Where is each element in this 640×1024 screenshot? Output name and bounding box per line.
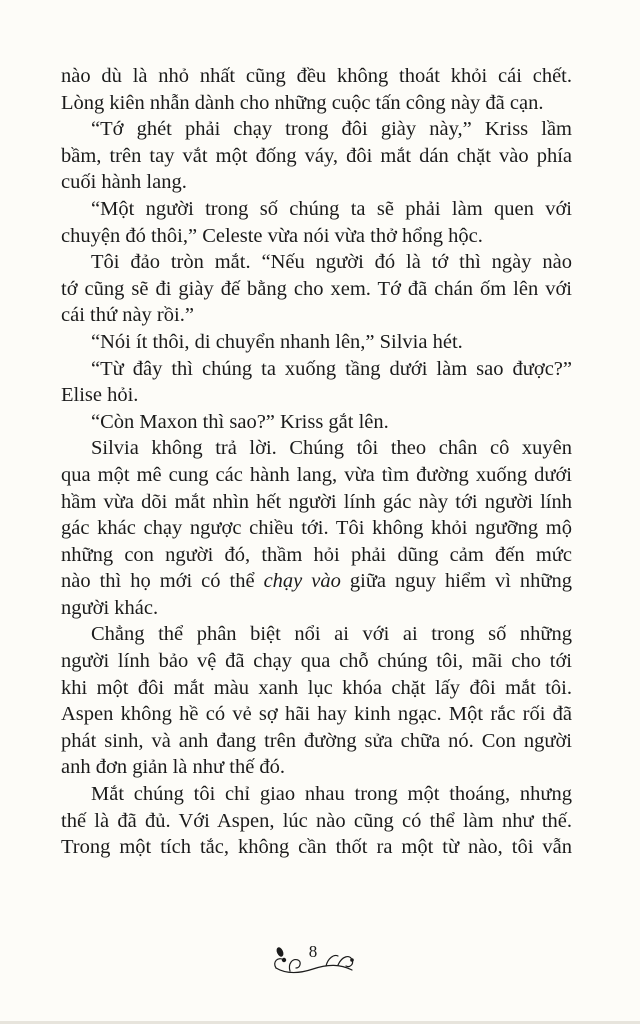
text-line: cuối hành lang. xyxy=(61,171,187,194)
page-number: 8 xyxy=(308,942,318,961)
text-line: thế là đã đủ. Với Aspen, lúc nào cũng có thể làm như thế. xyxy=(61,809,572,832)
text-line-mixed xyxy=(61,568,572,595)
text-line: chuyện đó thôi,” Celeste vừa nói vừa thở hổng hộc. xyxy=(61,224,483,247)
body-text xyxy=(61,63,572,861)
page-folio xyxy=(268,938,358,984)
text-line: “Từ đây thì chúng ta xuống tầng dưới làm sao được?” xyxy=(91,357,572,380)
text-line: Trong một tích tắc, không cần thốt ra một từ nào, tôi vẫn xyxy=(61,836,572,859)
text-segment: giữa nguy hiểm vì những xyxy=(349,570,573,593)
text-line: người khác. xyxy=(61,596,159,619)
text-line: hầm vừa dõi mắt nhìn hết người lính gác này tới người lính xyxy=(61,490,572,513)
text-line: Aspen không hề có vẻ sợ hãi hay kinh ngạc. Một rắc rối đã xyxy=(61,703,572,726)
text-line: gác khác chạy ngược chiều tới. Tôi không khỏi ngưỡng mộ xyxy=(61,517,572,540)
text-line: anh đơn giản là như thế đó. xyxy=(61,756,286,779)
text-line: “Nói ít thôi, di chuyển nhanh lên,” Silvia hét. xyxy=(91,330,463,353)
text-segment: nào thì họ mới có thể xyxy=(61,570,255,593)
text-line: “Còn Maxon thì sao?” Kriss gắt lên. xyxy=(91,410,389,433)
text-line: phát sinh, và anh đang trên đường sửa chữa nó. Con người xyxy=(61,729,572,752)
text-line: những con người đó, thầm hỏi phải dũng cảm đến mức xyxy=(61,543,572,566)
emphasis-text: chạy vào xyxy=(263,570,341,593)
text-line: Mắt chúng tôi chỉ giao nhau trong một thoáng, nhưng xyxy=(91,783,572,806)
text-line: Lòng kiên nhẫn dành cho những cuộc tấn công này đã cạn. xyxy=(61,91,544,114)
text-line: cái thứ này rồi.” xyxy=(61,304,194,327)
text-line: qua một mê cung các hành lang, vừa tìm đường xuống dưới xyxy=(61,463,572,486)
text-line: Chẳng thể phân biệt nổi ai với ai trong số những xyxy=(91,623,572,646)
text-line: tớ cũng sẽ đi giày đế bằng cho xem. Tớ đã chán ốm lên với xyxy=(61,277,572,300)
text-line: Silvia không trả lời. Chúng tôi theo chân cô xuyên xyxy=(91,437,572,460)
text-line: Elise hỏi. xyxy=(61,384,139,407)
text-line: người lính bảo vệ đã chạy qua chỗ chúng tôi, mãi cho tới xyxy=(61,650,572,673)
text-line: bầm, trên tay vắt một đống váy, đôi mắt dán chặt vào phía xyxy=(61,144,572,167)
text-line: khi một đôi mắt màu xanh lục khóa chặt lấy đôi mắt tôi. xyxy=(61,676,572,699)
text-line: nào dù là nhỏ nhất cũng đều không thoát khỏi cái chết. xyxy=(61,65,572,87)
text-line: “Tớ ghét phải chạy trong đôi giày này,” Kriss lầm xyxy=(91,118,572,141)
text-line: Tôi đảo tròn mắt. “Nếu người đó là tớ thì ngày nào xyxy=(91,251,572,274)
text-line: “Một người trong số chúng ta sẽ phải làm quen với xyxy=(91,197,572,220)
